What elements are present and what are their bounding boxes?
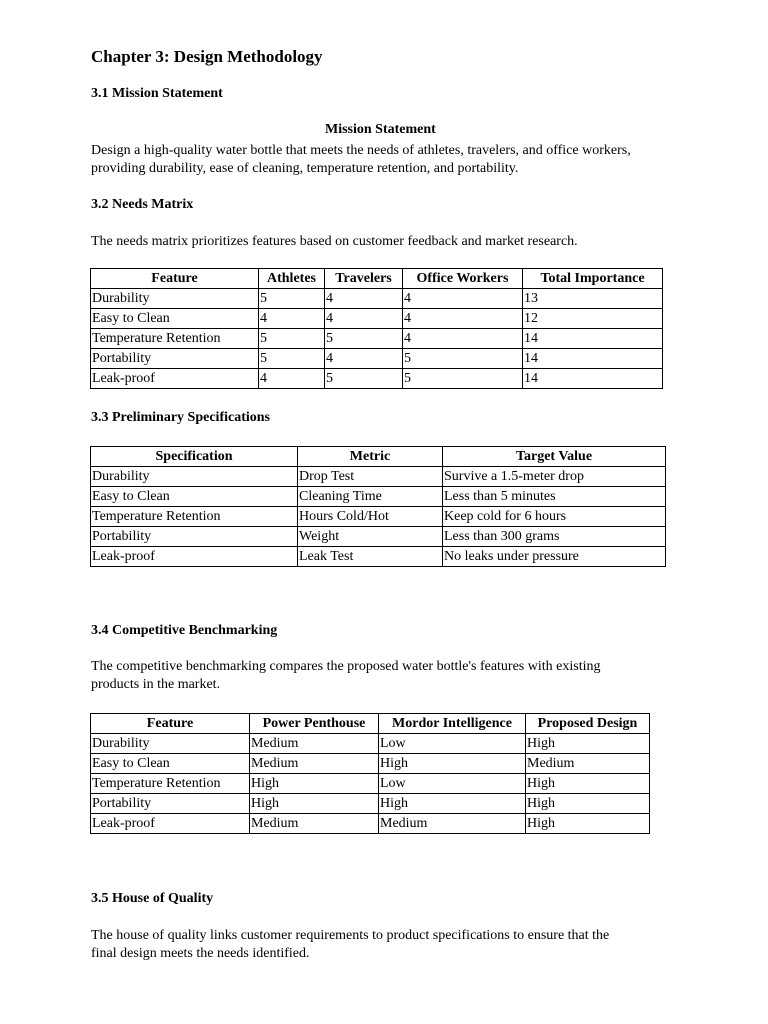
table-cell: Low bbox=[379, 734, 526, 754]
benchmarking-intro-line-1: The competitive benchmarking compares the proposed water bottle's features with existing bbox=[91, 659, 601, 674]
table-cell: Durability bbox=[91, 467, 298, 487]
section-heading-3-1: 3.1 Mission Statement bbox=[91, 86, 223, 101]
column-header: Mordor Intelligence bbox=[379, 714, 526, 734]
table-cell: 5 bbox=[259, 289, 325, 309]
house-of-quality-line-1: The house of quality links customer requirements to product specifications to ensure that the bbox=[91, 928, 610, 943]
column-header: Feature bbox=[91, 714, 250, 734]
table-cell: High bbox=[526, 774, 650, 794]
mission-statement-line-2: providing durability, ease of cleaning, temperature retention, and portability. bbox=[91, 161, 519, 176]
table-row bbox=[91, 309, 663, 329]
table-cell: Less than 300 grams bbox=[443, 527, 666, 547]
table-cell: 5 bbox=[259, 329, 325, 349]
section-heading-3-2: 3.2 Needs Matrix bbox=[91, 197, 194, 212]
table-row bbox=[91, 814, 650, 834]
table-cell: High bbox=[250, 774, 379, 794]
table-cell: 4 bbox=[403, 329, 523, 349]
table-cell: Medium bbox=[250, 734, 379, 754]
preliminary-specifications-table bbox=[90, 446, 666, 567]
table-cell: Cleaning Time bbox=[298, 487, 443, 507]
table-row bbox=[91, 734, 650, 754]
column-header: Metric bbox=[298, 447, 443, 467]
table-cell: Survive a 1.5-meter drop bbox=[443, 467, 666, 487]
needs-matrix-table bbox=[90, 268, 663, 389]
table-row bbox=[91, 794, 650, 814]
section-heading-3-4: 3.4 Competitive Benchmarking bbox=[91, 623, 278, 638]
table-cell: Keep cold for 6 hours bbox=[443, 507, 666, 527]
column-header: Specification bbox=[91, 447, 298, 467]
table-cell: Medium bbox=[250, 754, 379, 774]
competitive-benchmarking-table bbox=[90, 713, 650, 834]
table-cell: 14 bbox=[523, 329, 663, 349]
table-cell: High bbox=[526, 734, 650, 754]
table-row bbox=[91, 507, 666, 527]
table-cell: 13 bbox=[523, 289, 663, 309]
table-cell: No leaks under pressure bbox=[443, 547, 666, 567]
table-cell: 4 bbox=[403, 289, 523, 309]
table-cell: Easy to Clean bbox=[91, 754, 250, 774]
table-cell: 5 bbox=[325, 329, 403, 349]
table-cell: 5 bbox=[403, 369, 523, 389]
table-cell: Portability bbox=[91, 527, 298, 547]
table-cell: Hours Cold/Hot bbox=[298, 507, 443, 527]
column-header: Feature bbox=[91, 269, 259, 289]
table-cell: Temperature Retention bbox=[91, 329, 259, 349]
table-cell: High bbox=[379, 754, 526, 774]
table-cell: Drop Test bbox=[298, 467, 443, 487]
table-cell: Low bbox=[379, 774, 526, 794]
table-cell: Easy to Clean bbox=[91, 487, 298, 507]
table-header-row bbox=[91, 447, 666, 467]
table-cell: Leak-proof bbox=[91, 814, 250, 834]
table-cell: Weight bbox=[298, 527, 443, 547]
table-cell: High bbox=[526, 814, 650, 834]
table-cell: 5 bbox=[259, 349, 325, 369]
table-row bbox=[91, 487, 666, 507]
table-cell: 4 bbox=[259, 369, 325, 389]
mission-statement-line-1: Design a high-quality water bottle that meets the needs of athletes, travelers, and office workers, bbox=[91, 143, 631, 158]
table-cell: Durability bbox=[91, 289, 259, 309]
table-row bbox=[91, 289, 663, 309]
table-cell: Temperature Retention bbox=[91, 507, 298, 527]
column-header: Athletes bbox=[259, 269, 325, 289]
table-cell: 4 bbox=[325, 289, 403, 309]
table-row bbox=[91, 754, 650, 774]
table-cell: Less than 5 minutes bbox=[443, 487, 666, 507]
table-cell: 12 bbox=[523, 309, 663, 329]
table-cell: 4 bbox=[325, 309, 403, 329]
house-of-quality-line-2: final design meets the needs identified. bbox=[91, 946, 310, 961]
table-cell: Portability bbox=[91, 794, 250, 814]
benchmarking-intro-line-2: products in the market. bbox=[91, 677, 221, 692]
table-cell: 4 bbox=[325, 349, 403, 369]
table-cell: Easy to Clean bbox=[91, 309, 259, 329]
section-heading-3-3: 3.3 Preliminary Specifications bbox=[91, 410, 270, 425]
table-header-row bbox=[91, 714, 650, 734]
column-header: Proposed Design bbox=[526, 714, 650, 734]
table-row bbox=[91, 547, 666, 567]
column-header: Travelers bbox=[325, 269, 403, 289]
mission-statement-title: Mission Statement bbox=[325, 122, 436, 137]
table-cell: Temperature Retention bbox=[91, 774, 250, 794]
table-row bbox=[91, 329, 663, 349]
table-row bbox=[91, 527, 666, 547]
table-cell: 5 bbox=[325, 369, 403, 389]
table-cell: 4 bbox=[259, 309, 325, 329]
table-cell: High bbox=[250, 794, 379, 814]
table-cell: Leak-proof bbox=[91, 547, 298, 567]
table-row bbox=[91, 774, 650, 794]
column-header: Office Workers bbox=[403, 269, 523, 289]
table-cell: 14 bbox=[523, 349, 663, 369]
column-header: Target Value bbox=[443, 447, 666, 467]
table-cell: 4 bbox=[403, 309, 523, 329]
section-heading-3-5: 3.5 House of Quality bbox=[91, 891, 214, 906]
table-row bbox=[91, 467, 666, 487]
needs-matrix-intro: The needs matrix prioritizes features based on customer feedback and market research. bbox=[91, 234, 578, 249]
table-cell: Medium bbox=[379, 814, 526, 834]
table-cell: Portability bbox=[91, 349, 259, 369]
table-header-row bbox=[91, 269, 663, 289]
table-cell: High bbox=[379, 794, 526, 814]
column-header: Power Penthouse bbox=[250, 714, 379, 734]
table-cell: 5 bbox=[403, 349, 523, 369]
table-cell: Durability bbox=[91, 734, 250, 754]
table-cell: Medium bbox=[526, 754, 650, 774]
table-row bbox=[91, 369, 663, 389]
chapter-title: Chapter 3: Design Methodology bbox=[91, 47, 323, 66]
table-cell: Leak-proof bbox=[91, 369, 259, 389]
table-cell: 14 bbox=[523, 369, 663, 389]
table-cell: Leak Test bbox=[298, 547, 443, 567]
table-row bbox=[91, 349, 663, 369]
column-header: Total Importance bbox=[523, 269, 663, 289]
table-cell: Medium bbox=[250, 814, 379, 834]
table-cell: High bbox=[526, 794, 650, 814]
